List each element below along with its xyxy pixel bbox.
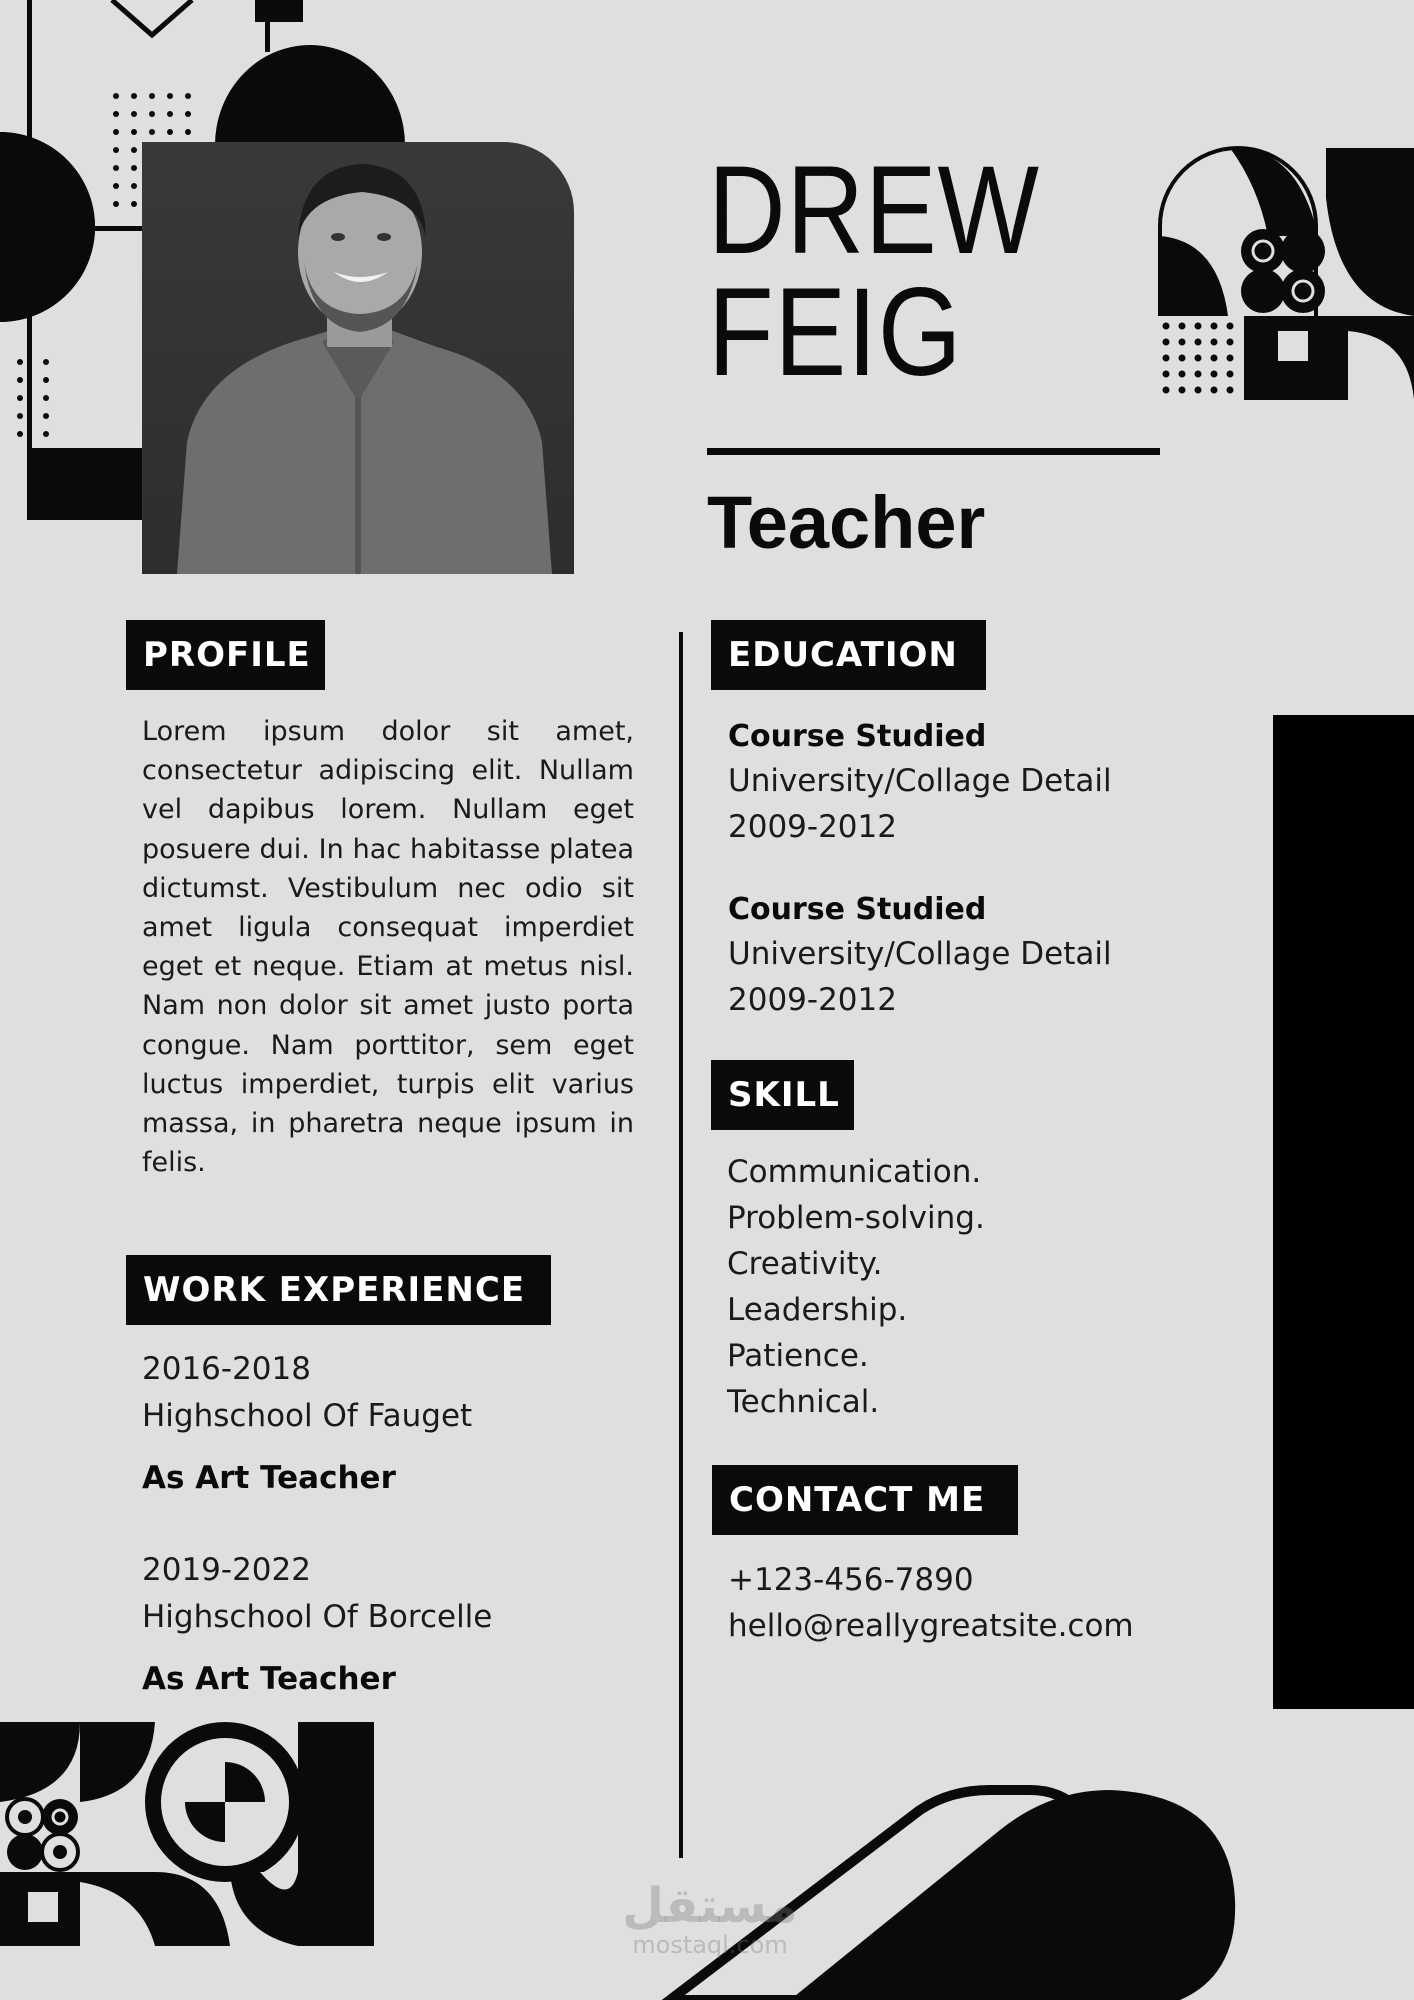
education-years: 2009-2012 (728, 809, 897, 845)
work-item-role: As Art Teacher (142, 1661, 396, 1697)
education-course: Course Studied (728, 719, 987, 754)
work-item-school: Highschool Of Fauget (142, 1398, 473, 1434)
education-years: 2009-2012 (728, 982, 897, 1018)
work-item-years: 2019-2022 (142, 1552, 311, 1588)
skill-item: Leadership. (727, 1292, 908, 1328)
contact-heading: CONTACT ME (712, 1465, 1018, 1535)
skill-item: Technical. (727, 1384, 880, 1420)
top-right-geometric-decoration (1158, 146, 1414, 400)
portrait-photo (142, 142, 574, 574)
skill-item: Problem-solving. (727, 1200, 985, 1236)
skill-heading: SKILL (711, 1060, 854, 1130)
job-title: Teacher (707, 481, 986, 564)
profile-photo (142, 142, 574, 574)
column-divider (679, 632, 683, 1858)
name-heading (708, 141, 1040, 402)
work-item-school: Highschool Of Borcelle (142, 1599, 493, 1635)
watermark (620, 1880, 800, 1958)
name-divider (707, 448, 1160, 455)
work-item-role: As Art Teacher (142, 1460, 396, 1496)
work-experience-heading: WORK EXPERIENCE (126, 1255, 551, 1325)
skill-item: Creativity. (727, 1246, 883, 1282)
contact-phone[interactable]: +123-456-7890 (728, 1562, 974, 1598)
right-black-bar (1273, 715, 1414, 1709)
watermark-arabic: مستقل (622, 1878, 798, 1934)
last-name: FEIG (708, 263, 963, 402)
watermark-latin: mostaql.com (632, 1931, 788, 1959)
bottom-left-geometric-decoration (0, 1722, 374, 1946)
first-name: DREW (708, 141, 1040, 280)
education-detail: University/Collage Detail (728, 763, 1112, 799)
work-item-years: 2016-2018 (142, 1351, 311, 1387)
education-course: Course Studied (728, 892, 987, 927)
education-heading: EDUCATION (711, 620, 986, 690)
contact-email[interactable]: hello@reallygreatsite.com (728, 1608, 1134, 1644)
education-detail: University/Collage Detail (728, 936, 1112, 972)
profile-heading: PROFILE (126, 620, 325, 690)
skill-item: Communication. (727, 1154, 982, 1190)
skill-list (727, 1149, 985, 1425)
profile-text: Lorem ipsum dolor sit amet, consectetur adipiscing elit. Nullam vel dapibus lorem. Nullam eget posuere dui. In hac habitasse platea dictumst. Vestibulum nec odio sit amet ligula consequat imperdiet eget et neque. Etiam at metus nisl. Nam non dolor sit amet justo porta congue. Nam porttitor, sem eget luctus imperdiet, turpis elit varius massa, in pharetra neque ipsum in felis. (142, 716, 634, 1179)
skill-item: Patience. (727, 1338, 869, 1374)
